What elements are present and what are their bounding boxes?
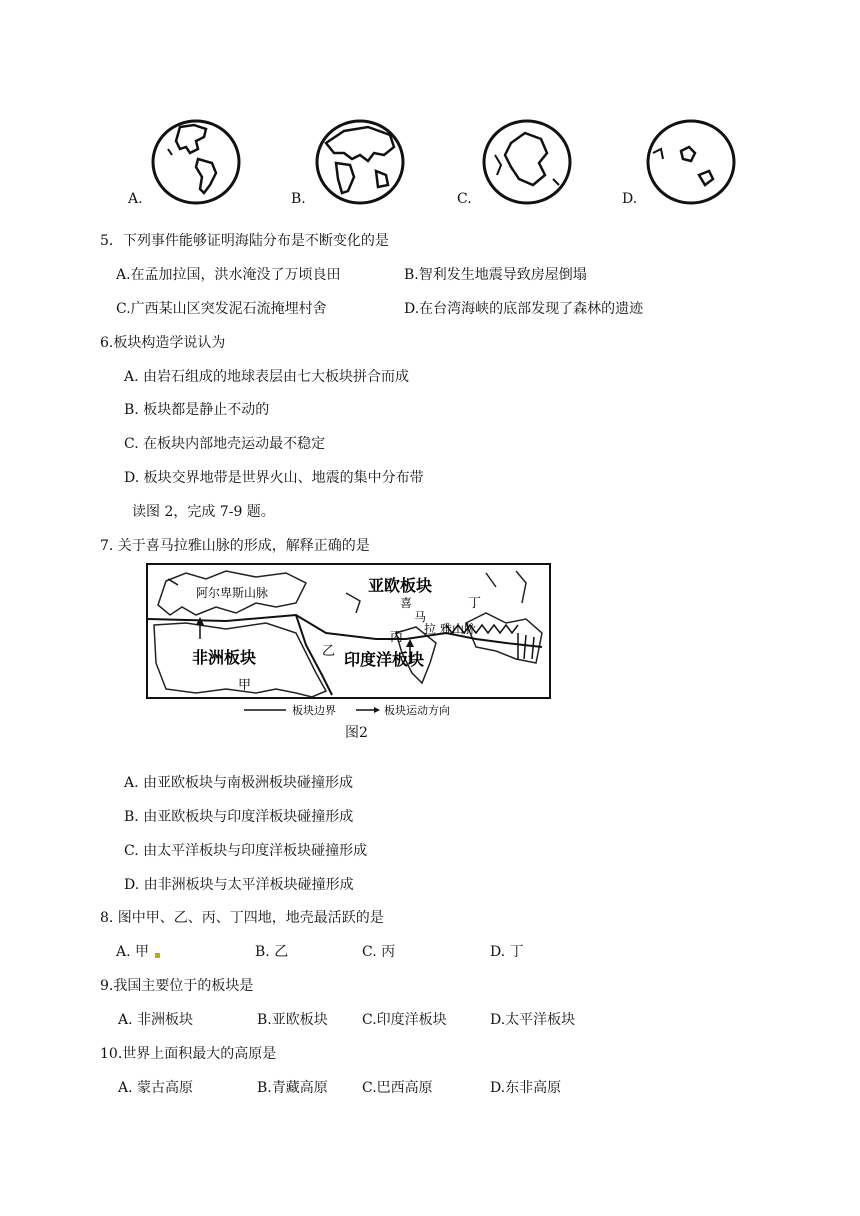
map-label-jia: 甲 xyxy=(238,678,252,693)
figure-caption: 图2 xyxy=(345,725,368,741)
question-6-option-b: B. 板块都是静止不动的 xyxy=(124,402,270,418)
question-9-option-a: A. 非洲板块 xyxy=(118,1012,194,1028)
globe-label-d: D. xyxy=(622,191,638,207)
question-10-option-c: C.巴西高原 xyxy=(362,1080,433,1096)
map-label-african-plate: 非洲板块 xyxy=(192,648,257,667)
question-8-option-c: C. 丙 xyxy=(362,944,396,960)
question-8-stem: 8. 图中甲、乙、丙、丁四地，地壳最活跃的是 xyxy=(100,910,384,926)
question-8-option-b: B. 乙 xyxy=(255,944,289,960)
question-8-option-d: D. 丁 xyxy=(490,944,524,960)
instruction-text: 读图 2，完成 7-9 题。 xyxy=(132,504,275,520)
legend-direction: 板块运动方向 xyxy=(384,704,450,717)
question-9-option-c: C.印度洋板块 xyxy=(362,1012,447,1028)
map-label-himalaya-4: 雅山脉 xyxy=(440,622,477,636)
globe-polar-icon xyxy=(645,119,737,205)
question-6-stem: 6.板块构造学说认为 xyxy=(100,335,226,351)
map-label-bing: 丙 xyxy=(390,630,404,645)
question-7-option-a: A. 由亚欧板块与南极洲板块碰撞形成 xyxy=(124,775,354,791)
globe-label-b: B. xyxy=(291,191,306,207)
map-label-indian-plate: 印度洋板块 xyxy=(344,650,425,669)
globe-asia-africa-icon xyxy=(314,119,406,205)
question-9-option-d: D.太平洋板块 xyxy=(490,1012,576,1028)
map-label-ding: 丁 xyxy=(468,596,482,611)
question-6-option-c: C. 在板块内部地壳运动最不稳定 xyxy=(124,436,326,452)
question-5-stem: 5．下列事件能够证明海陆分布是不断变化的是 xyxy=(100,233,389,249)
map-label-alps: 阿尔卑斯山脉 xyxy=(196,586,269,600)
plate-map xyxy=(146,563,552,717)
question-9-stem: 9.我国主要位于的板块是 xyxy=(100,978,254,994)
question-8-option-a xyxy=(116,943,160,961)
question-5-option-b: B.智利发生地震导致房屋倒塌 xyxy=(404,267,587,283)
question-5-option-c: C.广西某山区突发泥石流掩埋村舍 xyxy=(116,301,327,317)
question-10-option-d: D.东非高原 xyxy=(490,1080,562,1096)
globe-americas-icon xyxy=(150,119,242,205)
globe-label-c: C. xyxy=(457,191,472,207)
legend-boundary: 板块边界 xyxy=(292,704,336,717)
map-label-himalaya-2: 马 xyxy=(414,610,427,624)
map-label-himalaya-3: 拉 xyxy=(424,622,437,636)
question-7-option-b: B. 由亚欧板块与印度洋板块碰撞形成 xyxy=(124,809,354,825)
map-label-himalaya-1: 喜 xyxy=(400,596,413,610)
question-7-option-c: C. 由太平洋板块与印度洋板块碰撞形成 xyxy=(124,843,368,859)
question-7-option-d: D. 由非洲板块与太平洋板块碰撞形成 xyxy=(124,877,354,893)
question-7-stem: 7. 关于喜马拉雅山脉的形成，解释正确的是 xyxy=(100,538,370,554)
map-label-yi: 乙 xyxy=(322,644,336,659)
question-10-option-a: A. 蒙古高原 xyxy=(118,1080,194,1096)
highlight-mark xyxy=(155,953,160,958)
question-10-option-b: B.青藏高原 xyxy=(257,1080,328,1096)
question-5-option-d: D.在台湾海峡的底部发现了森林的遗迹 xyxy=(404,301,644,317)
question-6-option-d: D. 板块交界地带是世界火山、地震的集中分布带 xyxy=(124,470,424,486)
globe-antarctica-icon xyxy=(481,119,573,205)
globe-label-a: A. xyxy=(128,191,143,207)
question-6-option-a: A. 由岩石组成的地球表层由七大板块拼合而成 xyxy=(124,369,410,385)
question-10-stem: 10.世界上面积最大的高原是 xyxy=(100,1046,277,1062)
question-5-option-a: A.在孟加拉国，洪水淹没了万顷良田 xyxy=(116,267,341,283)
question-9-option-b: B.亚欧板块 xyxy=(257,1012,328,1028)
map-label-eurasian-plate: 亚欧板块 xyxy=(368,576,433,595)
question-8-option-a-text: A. 甲 xyxy=(116,944,150,960)
